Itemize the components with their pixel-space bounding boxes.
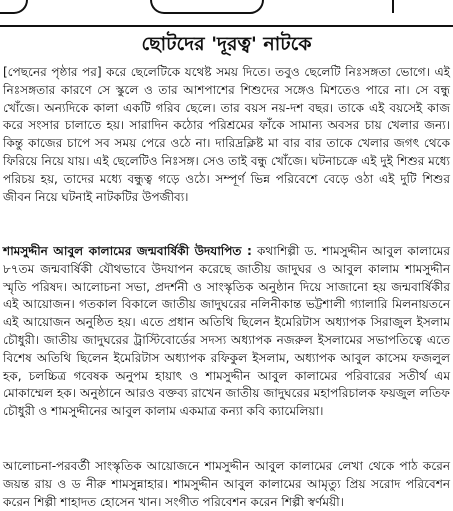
paragraph-birth-anniversary [3, 243, 450, 456]
border-fragment-left [0, 0, 28, 14]
top-divider-line [0, 25, 453, 27]
paragraph-cultural-program: আলোচনা-পরবর্তী সাংস্কৃতিক আয়োজনে শামসুদ্দীন আবুল কালামের লেখা থেকে পাঠ করেন জয়ন্ত রায় ও ড নীরু শামসুন্নাহার। শামসুদ্দীন আবুল কালামের আমৃত্যু প্রিয় সরোদ পরিবেশন করেন শিল্পী শাহাদত হোসেন খান। সংগীত পরিবেশন করেন শিল্পী স্বর্ণময়ী। [3, 459, 450, 509]
border-stub-right [392, 0, 394, 13]
previous-article-border [0, 0, 453, 28]
article-headline: ছোটদের 'দূরত্ব' নাটকে [141, 33, 312, 55]
section-body-text: কথাশিল্পী ড. শামসুদ্দীন আবুল কালামের ৮৭তম জন্মবার্ষিকী যৌথভাবে উদযাপন করেছে জাতীয় জাদুঘর ও আবুল কালাম শামসুদ্দীন স্মৃতি পরিষদ। আলোচনা সভা, প্রদর্শনী ও সাংস্কৃতিক অনুষ্ঠান দিয়ে সাজানো হয় জন্মবার্ষিকীর এই আয়োজন। গতকাল বিকালে জাতীয় জাদুঘরের নলিনীকান্ত ভট্টশালী গ্যালারি মিলনায়তনে এই আয়োজন অনুষ্ঠিত হয়। এতে প্রধান অতিথি ছিলেন ইমেরিটাস অধ্যাপক সিরাজুল ইসলাম চৌধুরী। জাতীয় জাদুঘরের ট্রাস্টিবোর্ডের সদস্য অধ্যাপক নজরুল ইসলামের সভাপতিত্বে এতে বিশেষ অতিথি ছিলেন ইমেরিটাস অধ্যাপক রফিকুল ইসলাম, অধ্যাপক আবুল কাসেম ফজলুল হক, চলচ্চিত্র গবেষক অনুপম হায়াৎ ও শামসুদ্দীন আবুল কালামের পরিবারের সতীর্থ এম মোকাম্মেল হক। অনুষ্ঠানে আরও বক্তব্য রাখেন জাতীয় জাদুঘরের মহাপরিচালক ফয়জুল লতিফ চৌধুরী ও শামসুদ্দীনের আবুল কালাম একমাত্র কন্যা কবি ক্যামেলিয়া। [3, 244, 450, 419]
section-lead-heading: শামসুদ্দীন আবুল কালামের জন্মবার্ষিকী উদযাপিত : [3, 244, 252, 258]
paragraph-story: [পেছনের পৃষ্ঠার পর] করে ছেলেটিকে যথেষ্ট সময় দিতে। তবুও ছেলেটি নিঃসঙ্গতা ভোগে। এই নিঃসঙ্গতার কারণে সে স্কুলে ও তার আশপাশের শিশুদের সঙ্গেও মিশতেও পারে না। সে বন্ধু খোঁজে। অন্যদিকে কালা একটি গরিব ছেলে। তার বয়স নয়-দশ বছর। তাকে এই বয়সেই কাজ করে সংসার চালাতে হয়। সারাদিন কঠোর পরিশ্রমের ফাঁকে সামান্য অবসর চায় খেলার জন্য। কিন্তু কাজের চাপে সব সময় পেরে ওঠে না। দারিদ্রক্লিষ্ট মা বার বার তাকে খেলার জগৎ থেকে ফিরিয়ে নিয়ে যায়। এই ছেলেটিও নিঃসঙ্গ। সেও তাই বন্ধু খোঁজে। ঘটনাচক্রে এই দুই শিশুর মধ্যে পরিচয় হয়, তাদের মধ্যে বন্ধুত্ব গড়ে ওঠে। সম্পূর্ণ ভিন্ন পরিবেশে বেড়ে ওঠা এই দুটি শিশুর জীবন নিয়ে ঘটনাই নাটকটির উপজীব্য। [3, 65, 450, 204]
border-fragment-middle [150, 0, 264, 14]
